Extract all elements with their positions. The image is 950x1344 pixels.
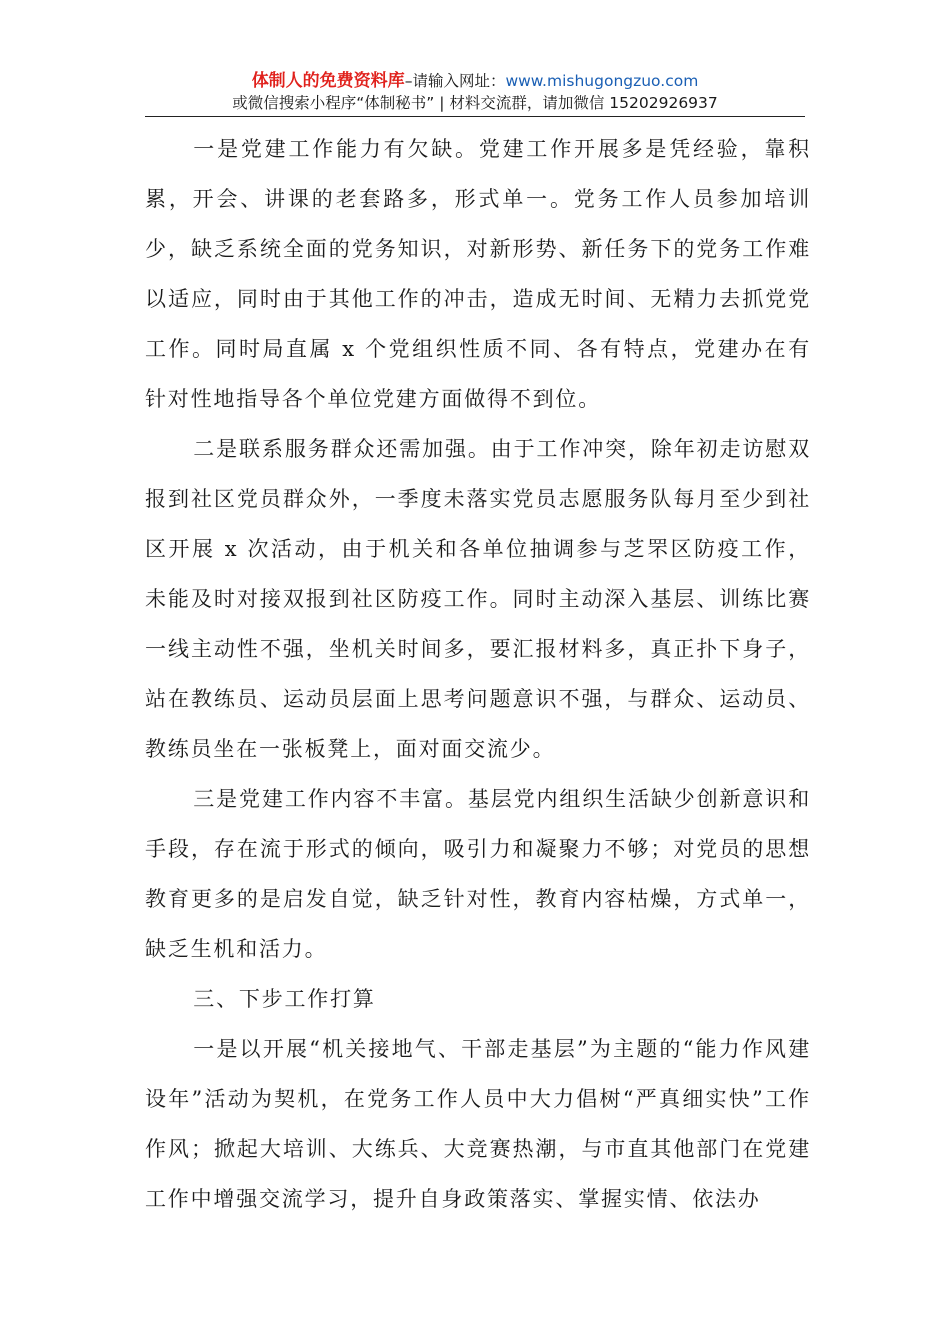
paragraph-2: 二是联系服务群众还需加强。由于工作冲突，除年初走访慰双报到社区党员群众外，一季度未落实党员志愿服务队每月至少到社区开展 x 次活动，由于机关和各单位抽调参与芝罘区防疫工作，未能及时对接双报到社区防疫工作。同时主动深入基层、训练比赛一线主动性不强，坐机关时间多，要汇报材料多，真正扑下身子，站在教练员、运动员层面上思考问题意识不强，与群众、运动员、教练员坐在一张板凳上，面对面交流少。 xyxy=(145,437,811,761)
paragraph-4: 一是以开展“机关接地气、干部走基层”为主题的“能力作风建设年”活动为契机，在党务工作人员中大力倡树“严真细实快”工作作风；掀起大培训、大练兵、大竞赛热潮，与市直其他部门在党建工作中增强交流学习，提升自身政策落实、掌握实情、依法办 xyxy=(145,1037,811,1211)
brand-name: 体制人的免费资料库 xyxy=(251,71,405,91)
header-line-1 xyxy=(145,70,805,92)
paragraph-3: 三是党建工作内容不丰富。基层党内组织生活缺少创新意识和手段，存在流于形式的倾向，吸引力和凝聚力不够；对党员的思想教育更多的是启发自觉，缺乏针对性，教育内容枯燥，方式单一，缺乏生机和活力。 xyxy=(145,787,811,961)
header-divider xyxy=(145,116,805,117)
section-heading: 三、下步工作打算 xyxy=(193,987,376,1011)
header-line-2: 或微信搜索小程序“体制秘书” | 材料交流群，请加微信 15202926937 xyxy=(232,94,718,112)
website-link[interactable]: www.mishugongzuo.com xyxy=(505,72,699,90)
page-header xyxy=(145,70,805,114)
paragraph-1: 一是党建工作能力有欠缺。党建工作开展多是凭经验，靠积累，开会、讲课的老套路多，形式单一。党务工作人员参加培训少，缺乏系统全面的党务知识，对新形势、新任务下的党务工作难以适应，同时由于其他工作的冲击，造成无时间、无精力去抓党党工作。同时局直属 x 个党组织性质不同、各有特点，党建办在有针对性地指导各个单位党建方面做得不到位。 xyxy=(145,137,811,411)
url-prompt: –请输入网址： xyxy=(404,72,506,90)
document-body xyxy=(145,124,811,1224)
